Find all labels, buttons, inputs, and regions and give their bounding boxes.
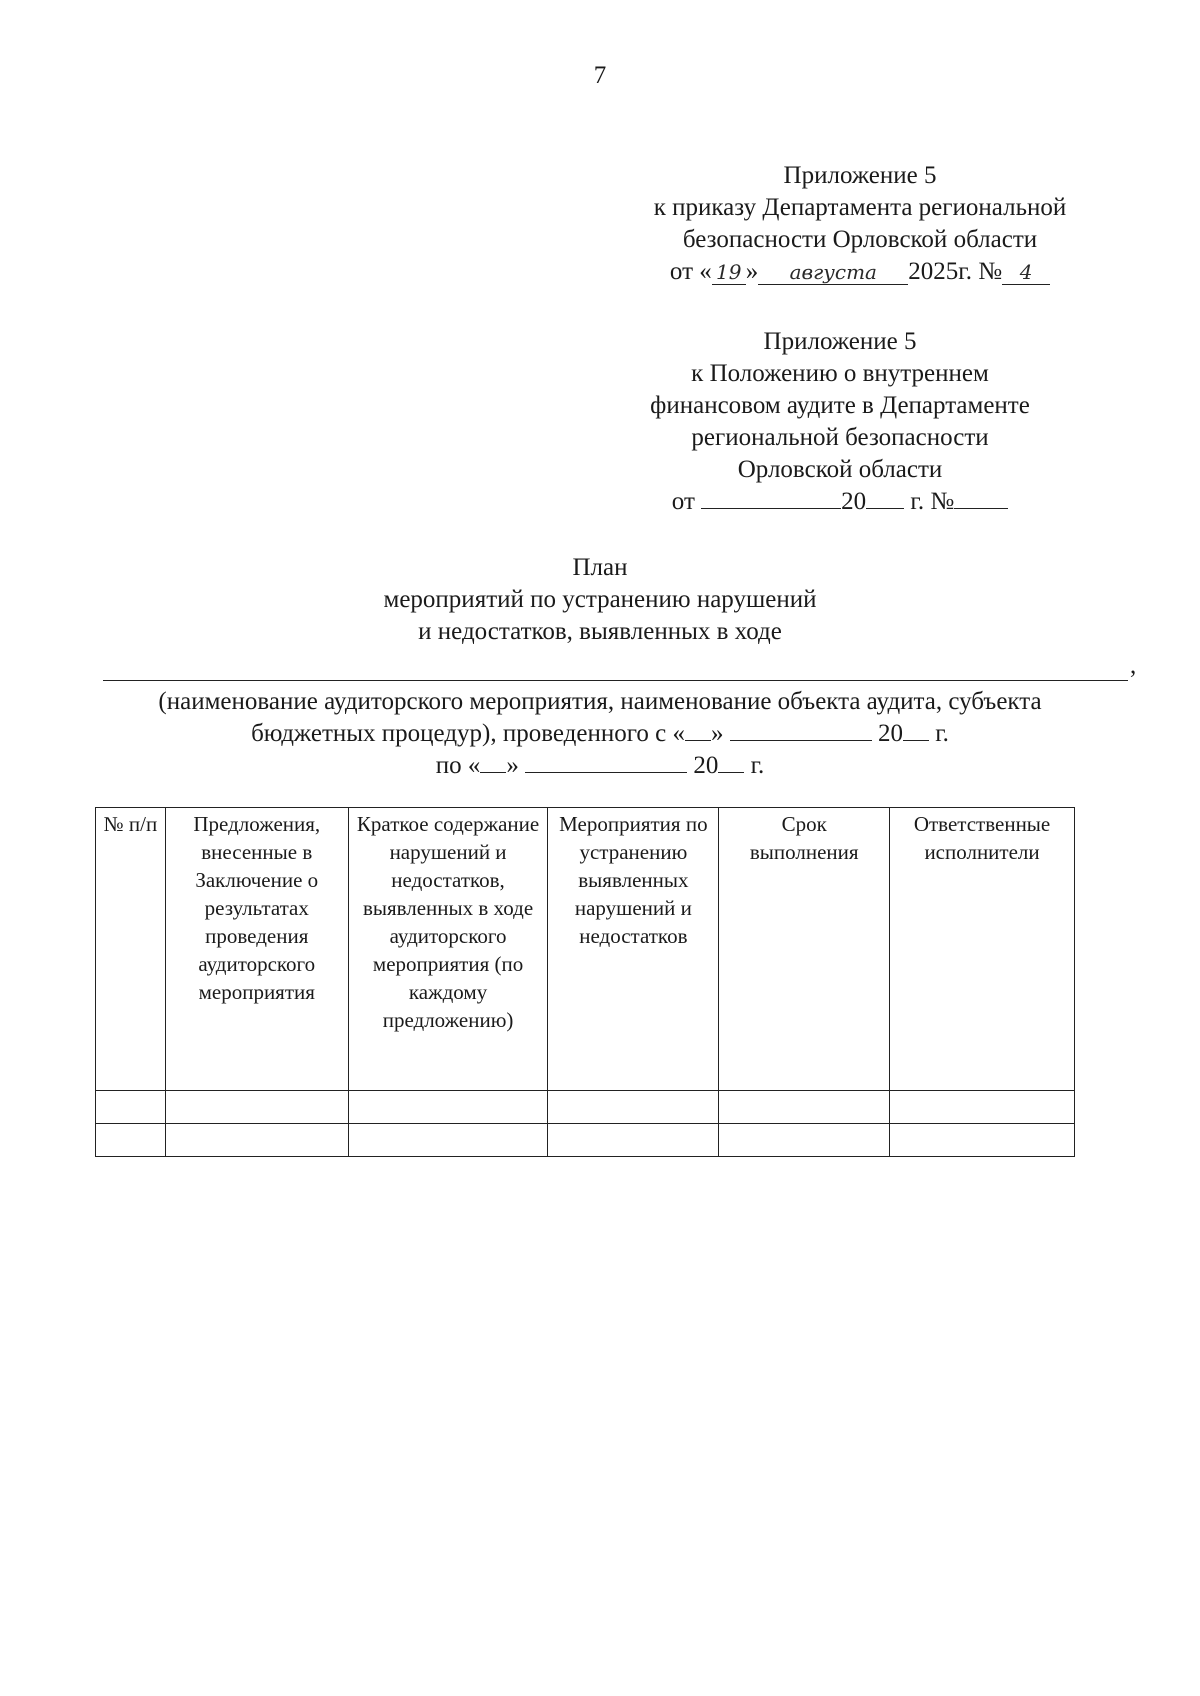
table-row [96,1091,1075,1124]
table-cell [890,1124,1075,1157]
caption-text: г. [935,720,949,747]
appendix-line-3: финансовом аудите в Департаменте [650,392,1030,419]
caption-text: » [710,720,724,747]
handwritten-month: августа [758,260,908,285]
plan-line-2: мероприятий по устранению нарушений [383,586,817,613]
plan-title: План [572,554,628,581]
audit-caption [0,686,1200,782]
table-cell [890,1091,1075,1124]
header-responsible: Ответственные исполнители [890,808,1075,1091]
day-blank [685,740,711,741]
caption-text: 20 [693,752,719,779]
table-cell [548,1091,719,1124]
table-cell [548,1124,719,1157]
date-mid: 20 [841,488,867,515]
caption-line-2 [0,718,1200,750]
table-cell [96,1124,166,1157]
caption-line-3 [0,750,1200,782]
order-appendix-block [600,160,1120,288]
date-year: 2025г. № [908,258,1003,285]
table-cell [165,1124,348,1157]
caption-text: » [506,752,519,779]
date-prefix: от [671,488,695,515]
appendix-line-3: безопасности Орловской области [682,226,1038,253]
header-number: № п/п [96,808,166,1091]
page-number: 7 [593,62,607,89]
number-blank [954,508,1008,509]
appendix-line-5: Орловской области [737,456,943,483]
plan-heading [0,552,1200,648]
caption-line-1: (наименование аудиторского мероприятия, наименование объекта аудита, субъекта [158,688,1042,715]
date-suffix: г. № [910,488,955,515]
month-blank [525,772,687,773]
table-header-row [96,808,1075,1091]
appendix-title: Приложение 5 [763,328,917,355]
trailing-comma: , [1130,652,1137,679]
audit-name-blank-line [103,680,1128,681]
table-cell [719,1091,890,1124]
year-blank [718,772,744,773]
handwritten-number: 4 [1002,260,1050,285]
regulation-appendix-block [600,326,1080,518]
year-blank [866,508,904,509]
month-blank [730,740,872,741]
table-row [96,1124,1075,1157]
appendix-line-2: к Положению о внутреннем [691,360,989,387]
table-cell [96,1091,166,1124]
table-cell [165,1091,348,1124]
caption-text: 20 [877,720,903,747]
order-date-line [600,256,1120,288]
measures-table [95,807,1075,1157]
caption-text: по « [435,752,481,779]
table-cell [348,1091,548,1124]
appendix-line-4: региональной безопасности [691,424,989,451]
header-measures: Мероприятия по устранению выявленных нарушений и недостатков [548,808,719,1091]
date-blank [701,508,841,509]
table-cell [719,1124,890,1157]
header-violations-summary: Краткое содержание нарушений и недостатков, выявленных в ходе аудиторского мероприятия (по каждому предложению) [348,808,548,1091]
appendix-title: Приложение 5 [783,162,937,189]
header-deadline: Срок выполнения [719,808,890,1091]
table-cell [348,1124,548,1157]
caption-text: г. [750,752,765,779]
year-blank [903,740,929,741]
day-blank [480,772,506,773]
handwritten-day: 19 [712,260,746,285]
date-quote-close: » [745,258,759,285]
caption-text: бюджетных процедур), проведенного с « [251,720,685,747]
header-proposals: Предложения, внесенные в Заключение о результатах проведения аудиторского мероприятия [165,808,348,1091]
date-prefix: от « [669,258,712,285]
blank-date-line [600,486,1080,518]
plan-line-3: и недостатков, выявленных в ходе [418,618,782,645]
appendix-line-2: к приказу Департамента региональной [653,194,1067,221]
